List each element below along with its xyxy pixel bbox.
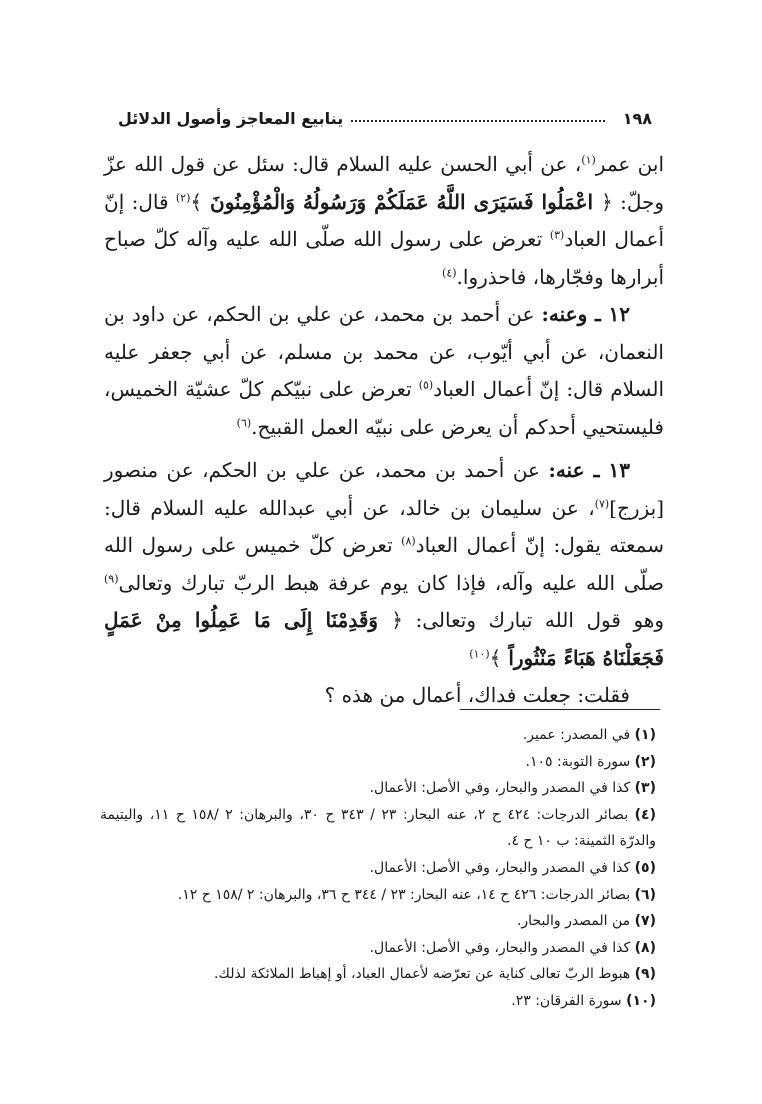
footnote-ref: (١) <box>581 153 596 167</box>
footnote-number: (٣) <box>634 780 656 797</box>
footnote-text: سورة التوبة: ١٠٥. <box>525 753 635 770</box>
header-dotted-leader <box>351 120 604 122</box>
footnote-text: سورة الفرقان: ٢٣. <box>511 992 627 1009</box>
paragraph-1 <box>104 146 664 296</box>
book-title: ينابيع المعاجز وأصول الدلائل <box>118 109 344 128</box>
footnote-ref: (٨) <box>401 534 416 548</box>
footnote-text: بصائر الدرجات: ٤٢٤ ح ٢، عنه البحار: ٢٣ / ٣٤٣ ح ٣٠، والبرهان: ٢ /١٥٨ ح ١١، واليتيمة والدرّة الثمينة: ب ١٠ ح ٤. <box>100 806 656 850</box>
footnote-separator <box>460 709 660 710</box>
footnote-number: (٤) <box>634 806 656 823</box>
footnote-number: (٥) <box>634 859 656 876</box>
footnote-ref: (٥) <box>418 378 434 392</box>
footnote-text: كذا في المصدر والبحار، وفي الأصل: الأعمال. <box>369 859 635 876</box>
footnote-text: بصائر الدرجات: ٤٢٦ ح ١٤، عنه البحار: ٢٣ / ٣٤٤ ح ٣٦، والبرهان: ٢ /١٥٨ ح ١٢. <box>177 886 635 903</box>
footnote-ref: (١٠) <box>469 646 490 660</box>
page-number: ١٩٨ <box>622 109 652 128</box>
hadith-number: ١٣ ـ عنه: <box>548 458 630 482</box>
footnote-number: (١) <box>634 727 656 743</box>
footnote-ref: (٢) <box>175 190 191 204</box>
text-run: قال: إنّ أعمال العباد <box>104 189 664 251</box>
footnote <box>100 802 656 855</box>
quran-verse <box>190 190 612 214</box>
footnote <box>100 855 656 882</box>
footnote-number: (٢) <box>634 753 656 770</box>
footnote <box>100 961 656 988</box>
text-run: عن أحمد بن محمد، عن علي بن الحكم، عن منصور [بزرج] <box>104 458 664 520</box>
verse-close-bracket: ﴾ <box>489 645 502 670</box>
text-run: تعرض كلّ خميس على رسول الله صلّى الله عليه وآله، فإذا كان يوم عرفة هبط الربّ تبارك وتعالى <box>104 533 664 595</box>
footnote-text: هبوط الربّ تعالى كناية عن تعرّضه لأعمال العباد، أو إهباط الملائكة لذلك. <box>213 966 635 983</box>
footnote-ref: (٤) <box>442 265 457 279</box>
footnote <box>100 908 656 935</box>
footnote-ref: (٩) <box>104 571 119 585</box>
footnote-ref: (٣) <box>549 228 565 242</box>
text-run: تعرض على نبيّكم كلّ عشيّة الخميس، فليستحيي أحدكم أن يعرض على نبيّه العمل القبيح. <box>104 377 664 439</box>
hadith-number: ١٢ ـ وعنه: <box>541 302 630 326</box>
footnote-text: في المصدر: عمير. <box>522 727 635 743</box>
verse-open-bracket: ﴿ <box>391 608 403 632</box>
paragraph-3 <box>104 452 664 677</box>
footnote-number: (٩) <box>634 966 656 983</box>
footnote <box>100 882 656 909</box>
verse-open-bracket: ﴿ <box>601 189 613 214</box>
footnote <box>100 775 656 802</box>
footnote-text: كذا في المصدر والبحار، وفي الأصل: الأعمال. <box>369 780 635 797</box>
footnote-number: (٨) <box>634 939 656 956</box>
main-text <box>104 146 664 715</box>
footnote <box>100 749 656 776</box>
text-run: ابن عمر <box>595 152 664 176</box>
footnote-text: كذا في المصدر والبحار، وفي الأصل: الأعمال. <box>369 939 635 956</box>
verse-text: اعْمَلُوا فَسَيَرَى اللَّهُ عَمَلَكُمْ وَرَسُولُهُ وَالْمُؤْمِنُونَ <box>210 189 594 214</box>
running-header <box>118 98 652 128</box>
footnote <box>100 988 656 1015</box>
footnote-number: (١٠) <box>626 992 656 1009</box>
footnote-ref: (٦) <box>236 415 252 429</box>
footnote-text: من المصدر والبحار. <box>516 913 635 930</box>
verse-close-bracket: ﴾ <box>190 189 203 214</box>
text-run: عن أحمد بن محمد، عن علي بن الحكم، عن داود بن النعمان، عن أبي أيّوب، عن محمد بن مسلم، عن أبي جعفر عليه السلام قال: إنّ أعمال العباد <box>104 302 665 401</box>
text-run: ، عن سليمان بن خالد، عن أبي عبدالله عليه السلام قال: سمعته يقول: إنّ أعمال العباد <box>104 495 665 557</box>
footnote <box>100 935 656 962</box>
footnote-ref: (٧) <box>594 496 610 510</box>
text-run: فقلت: جعلت فداك، أعمال من هذه ؟ <box>324 683 630 707</box>
footnote-number: (٧) <box>634 913 656 930</box>
paragraph-2 <box>104 296 664 446</box>
text-run: تعرض على رسول الله صلّى الله عليه وآله كلّ صباح أبرارها وفجّارها، فاحذروا. <box>104 227 664 289</box>
footnote <box>100 722 656 749</box>
footnotes <box>100 722 656 1015</box>
verse-text: وَقَدِمْنَا إِلَى مَا عَمِلُوا مِنْ عَمَلٍ فَجَعَلْنَاهُ هَبَاءً مَنْثُوراً <box>104 608 664 670</box>
footnote-number: (٦) <box>634 886 656 903</box>
text-run: ، عن أبي الحسن عليه السلام قال: سئل عن قول الله عزّ وجلّ: <box>104 152 665 214</box>
text-run: وهو قول الله تبارك وتعالى: <box>402 608 664 632</box>
